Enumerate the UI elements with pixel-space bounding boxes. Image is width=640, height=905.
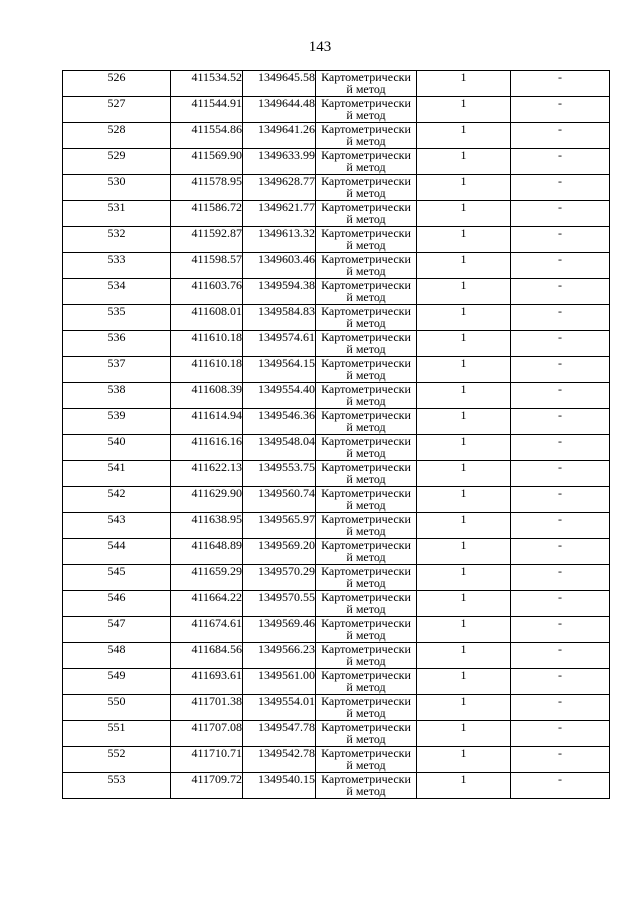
table-row xyxy=(63,71,610,97)
accuracy-cell: 1 xyxy=(417,539,511,565)
method-line-2: й метод xyxy=(346,758,386,772)
method-line-2: й метод xyxy=(346,134,386,148)
method-line-2: й метод xyxy=(346,550,386,564)
method-cell xyxy=(316,747,417,773)
accuracy-cell: 1 xyxy=(417,695,511,721)
method-line-2: й метод xyxy=(346,238,386,252)
method-cell xyxy=(316,227,417,253)
table-row xyxy=(63,591,610,617)
method-cell xyxy=(316,539,417,565)
point-number-cell: 527 xyxy=(63,97,171,123)
point-number-cell: 552 xyxy=(63,747,171,773)
table-row xyxy=(63,149,610,175)
x-coordinate-cell: 411629.90 xyxy=(171,487,243,513)
table-row xyxy=(63,669,610,695)
method-cell xyxy=(316,695,417,721)
x-coordinate-cell: 411544.91 xyxy=(171,97,243,123)
y-coordinate-cell: 1349633.99 xyxy=(243,149,316,175)
table-row xyxy=(63,461,610,487)
method-line-1: Картометрически xyxy=(321,252,411,266)
x-coordinate-cell: 411608.01 xyxy=(171,305,243,331)
note-cell: - xyxy=(511,669,610,695)
point-number-cell: 549 xyxy=(63,669,171,695)
method-line-1: Картометрически xyxy=(321,616,411,630)
point-number-cell: 550 xyxy=(63,695,171,721)
x-coordinate-cell: 411674.61 xyxy=(171,617,243,643)
y-coordinate-cell: 1349570.29 xyxy=(243,565,316,591)
method-cell xyxy=(316,721,417,747)
table-row xyxy=(63,487,610,513)
point-number-cell: 532 xyxy=(63,227,171,253)
method-cell xyxy=(316,617,417,643)
point-number-cell: 543 xyxy=(63,513,171,539)
page-number: 143 xyxy=(308,39,332,55)
accuracy-cell: 1 xyxy=(417,357,511,383)
y-coordinate-cell: 1349560.74 xyxy=(243,487,316,513)
accuracy-cell: 1 xyxy=(417,201,511,227)
method-line-1: Картометрически xyxy=(321,460,411,474)
table-row xyxy=(63,357,610,383)
accuracy-cell: 1 xyxy=(417,773,511,799)
note-cell: - xyxy=(511,305,610,331)
x-coordinate-cell: 411598.57 xyxy=(171,253,243,279)
table-row xyxy=(63,513,610,539)
method-line-2: й метод xyxy=(346,160,386,174)
y-coordinate-cell: 1349641.26 xyxy=(243,123,316,149)
point-number-cell: 547 xyxy=(63,617,171,643)
y-coordinate-cell: 1349548.04 xyxy=(243,435,316,461)
method-line-2: й метод xyxy=(346,706,386,720)
method-line-1: Картометрически xyxy=(321,122,411,136)
point-number-cell: 546 xyxy=(63,591,171,617)
x-coordinate-cell: 411638.95 xyxy=(171,513,243,539)
x-coordinate-cell: 411659.29 xyxy=(171,565,243,591)
method-line-1: Картометрически xyxy=(321,330,411,344)
y-coordinate-cell: 1349645.58 xyxy=(243,71,316,97)
x-coordinate-cell: 411693.61 xyxy=(171,669,243,695)
method-cell xyxy=(316,643,417,669)
y-coordinate-cell: 1349565.97 xyxy=(243,513,316,539)
method-cell xyxy=(316,383,417,409)
accuracy-cell: 1 xyxy=(417,669,511,695)
method-cell xyxy=(316,305,417,331)
note-cell: - xyxy=(511,487,610,513)
note-cell: - xyxy=(511,253,610,279)
x-coordinate-cell: 411578.95 xyxy=(171,175,243,201)
table-row xyxy=(63,643,610,669)
method-line-2: й метод xyxy=(346,472,386,486)
note-cell: - xyxy=(511,383,610,409)
method-cell xyxy=(316,591,417,617)
y-coordinate-cell: 1349554.40 xyxy=(243,383,316,409)
y-coordinate-cell: 1349566.23 xyxy=(243,643,316,669)
accuracy-cell: 1 xyxy=(417,253,511,279)
method-line-1: Картометрически xyxy=(321,512,411,526)
accuracy-cell: 1 xyxy=(417,279,511,305)
method-cell xyxy=(316,669,417,695)
point-number-cell: 526 xyxy=(63,71,171,97)
method-line-2: й метод xyxy=(346,784,386,798)
table-body xyxy=(63,71,610,799)
table-row xyxy=(63,747,610,773)
note-cell: - xyxy=(511,331,610,357)
method-line-2: й метод xyxy=(346,524,386,538)
y-coordinate-cell: 1349553.75 xyxy=(243,461,316,487)
accuracy-cell: 1 xyxy=(417,97,511,123)
method-line-1: Картометрически xyxy=(321,408,411,422)
method-line-1: Картометрически xyxy=(321,720,411,734)
x-coordinate-cell: 411586.72 xyxy=(171,201,243,227)
point-number-cell: 544 xyxy=(63,539,171,565)
accuracy-cell: 1 xyxy=(417,175,511,201)
note-cell: - xyxy=(511,175,610,201)
method-cell xyxy=(316,565,417,591)
note-cell: - xyxy=(511,357,610,383)
method-cell xyxy=(316,357,417,383)
table-row xyxy=(63,97,610,123)
method-line-2: й метод xyxy=(346,108,386,122)
note-cell: - xyxy=(511,539,610,565)
point-number-cell: 528 xyxy=(63,123,171,149)
method-line-2: й метод xyxy=(346,264,386,278)
accuracy-cell: 1 xyxy=(417,747,511,773)
method-cell xyxy=(316,487,417,513)
y-coordinate-cell: 1349628.77 xyxy=(243,175,316,201)
accuracy-cell: 1 xyxy=(417,721,511,747)
coordinates-table xyxy=(62,70,610,799)
table-row xyxy=(63,435,610,461)
note-cell: - xyxy=(511,643,610,669)
method-line-1: Картометрически xyxy=(321,564,411,578)
x-coordinate-cell: 411610.18 xyxy=(171,331,243,357)
x-coordinate-cell: 411554.86 xyxy=(171,123,243,149)
method-line-1: Картометрически xyxy=(321,356,411,370)
table-row xyxy=(63,721,610,747)
note-cell: - xyxy=(511,97,610,123)
method-line-1: Картометрически xyxy=(321,70,411,84)
note-cell: - xyxy=(511,591,610,617)
point-number-cell: 541 xyxy=(63,461,171,487)
method-line-1: Картометрически xyxy=(321,96,411,110)
table-row xyxy=(63,409,610,435)
x-coordinate-cell: 411603.76 xyxy=(171,279,243,305)
accuracy-cell: 1 xyxy=(417,149,511,175)
method-line-1: Картометрически xyxy=(321,434,411,448)
y-coordinate-cell: 1349570.55 xyxy=(243,591,316,617)
point-number-cell: 551 xyxy=(63,721,171,747)
point-number-cell: 531 xyxy=(63,201,171,227)
accuracy-cell: 1 xyxy=(417,383,511,409)
method-line-1: Картометрически xyxy=(321,668,411,682)
note-cell: - xyxy=(511,279,610,305)
y-coordinate-cell: 1349564.15 xyxy=(243,357,316,383)
note-cell: - xyxy=(511,617,610,643)
x-coordinate-cell: 411616.16 xyxy=(171,435,243,461)
method-cell xyxy=(316,331,417,357)
method-line-1: Картометрически xyxy=(321,746,411,760)
method-cell xyxy=(316,461,417,487)
accuracy-cell: 1 xyxy=(417,227,511,253)
method-cell xyxy=(316,201,417,227)
note-cell: - xyxy=(511,747,610,773)
y-coordinate-cell: 1349561.00 xyxy=(243,669,316,695)
note-cell: - xyxy=(511,721,610,747)
y-coordinate-cell: 1349554.01 xyxy=(243,695,316,721)
x-coordinate-cell: 411534.52 xyxy=(171,71,243,97)
y-coordinate-cell: 1349542.78 xyxy=(243,747,316,773)
point-number-cell: 535 xyxy=(63,305,171,331)
method-cell xyxy=(316,175,417,201)
method-line-1: Картометрически xyxy=(321,538,411,552)
table-row xyxy=(63,305,610,331)
accuracy-cell: 1 xyxy=(417,565,511,591)
y-coordinate-cell: 1349569.20 xyxy=(243,539,316,565)
method-line-1: Картометрически xyxy=(321,694,411,708)
point-number-cell: 536 xyxy=(63,331,171,357)
method-line-2: й метод xyxy=(346,576,386,590)
note-cell: - xyxy=(511,149,610,175)
method-line-2: й метод xyxy=(346,498,386,512)
method-line-1: Картометрически xyxy=(321,174,411,188)
table-row xyxy=(63,175,610,201)
x-coordinate-cell: 411709.72 xyxy=(171,773,243,799)
accuracy-cell: 1 xyxy=(417,71,511,97)
accuracy-cell: 1 xyxy=(417,591,511,617)
x-coordinate-cell: 411710.71 xyxy=(171,747,243,773)
y-coordinate-cell: 1349584.83 xyxy=(243,305,316,331)
point-number-cell: 529 xyxy=(63,149,171,175)
y-coordinate-cell: 1349569.46 xyxy=(243,617,316,643)
accuracy-cell: 1 xyxy=(417,409,511,435)
method-cell xyxy=(316,409,417,435)
note-cell: - xyxy=(511,435,610,461)
method-cell xyxy=(316,279,417,305)
method-line-2: й метод xyxy=(346,212,386,226)
y-coordinate-cell: 1349603.46 xyxy=(243,253,316,279)
table-row xyxy=(63,383,610,409)
x-coordinate-cell: 411664.22 xyxy=(171,591,243,617)
x-coordinate-cell: 411701.38 xyxy=(171,695,243,721)
x-coordinate-cell: 411684.56 xyxy=(171,643,243,669)
method-line-2: й метод xyxy=(346,654,386,668)
method-line-2: й метод xyxy=(346,316,386,330)
method-line-1: Картометрически xyxy=(321,226,411,240)
accuracy-cell: 1 xyxy=(417,331,511,357)
accuracy-cell: 1 xyxy=(417,123,511,149)
table-row xyxy=(63,279,610,305)
method-cell xyxy=(316,253,417,279)
point-number-cell: 538 xyxy=(63,383,171,409)
accuracy-cell: 1 xyxy=(417,435,511,461)
method-line-2: й метод xyxy=(346,342,386,356)
note-cell: - xyxy=(511,773,610,799)
accuracy-cell: 1 xyxy=(417,617,511,643)
note-cell: - xyxy=(511,461,610,487)
y-coordinate-cell: 1349574.61 xyxy=(243,331,316,357)
note-cell: - xyxy=(511,513,610,539)
table-row xyxy=(63,565,610,591)
accuracy-cell: 1 xyxy=(417,487,511,513)
point-number-cell: 548 xyxy=(63,643,171,669)
method-cell xyxy=(316,123,417,149)
note-cell: - xyxy=(511,695,610,721)
point-number-cell: 537 xyxy=(63,357,171,383)
point-number-cell: 540 xyxy=(63,435,171,461)
table-row xyxy=(63,773,610,799)
table-row xyxy=(63,617,610,643)
method-line-1: Картометрически xyxy=(321,278,411,292)
table-row xyxy=(63,695,610,721)
point-number-cell: 539 xyxy=(63,409,171,435)
method-cell xyxy=(316,435,417,461)
note-cell: - xyxy=(511,123,610,149)
y-coordinate-cell: 1349613.32 xyxy=(243,227,316,253)
method-line-2: й метод xyxy=(346,186,386,200)
method-line-2: й метод xyxy=(346,680,386,694)
method-line-2: й метод xyxy=(346,602,386,616)
y-coordinate-cell: 1349594.38 xyxy=(243,279,316,305)
method-line-1: Картометрически xyxy=(321,200,411,214)
x-coordinate-cell: 411610.18 xyxy=(171,357,243,383)
method-line-1: Картометрически xyxy=(321,304,411,318)
method-line-2: й метод xyxy=(346,368,386,382)
x-coordinate-cell: 411608.39 xyxy=(171,383,243,409)
point-number-cell: 545 xyxy=(63,565,171,591)
method-line-2: й метод xyxy=(346,628,386,642)
table-row xyxy=(63,123,610,149)
note-cell: - xyxy=(511,201,610,227)
method-line-1: Картометрически xyxy=(321,590,411,604)
point-number-cell: 530 xyxy=(63,175,171,201)
method-line-2: й метод xyxy=(346,394,386,408)
point-number-cell: 534 xyxy=(63,279,171,305)
x-coordinate-cell: 411614.94 xyxy=(171,409,243,435)
note-cell: - xyxy=(511,565,610,591)
method-cell xyxy=(316,71,417,97)
y-coordinate-cell: 1349547.78 xyxy=(243,721,316,747)
method-line-1: Картометрически xyxy=(321,486,411,500)
method-cell xyxy=(316,513,417,539)
point-number-cell: 533 xyxy=(63,253,171,279)
accuracy-cell: 1 xyxy=(417,513,511,539)
method-line-2: й метод xyxy=(346,290,386,304)
method-line-1: Картометрически xyxy=(321,772,411,786)
method-line-1: Картометрически xyxy=(321,642,411,656)
method-line-2: й метод xyxy=(346,732,386,746)
note-cell: - xyxy=(511,227,610,253)
x-coordinate-cell: 411592.87 xyxy=(171,227,243,253)
table-row xyxy=(63,253,610,279)
note-cell: - xyxy=(511,71,610,97)
method-cell xyxy=(316,97,417,123)
point-number-cell: 542 xyxy=(63,487,171,513)
method-cell xyxy=(316,149,417,175)
x-coordinate-cell: 411622.13 xyxy=(171,461,243,487)
table-row xyxy=(63,539,610,565)
point-number-cell: 553 xyxy=(63,773,171,799)
method-line-2: й метод xyxy=(346,446,386,460)
y-coordinate-cell: 1349546.36 xyxy=(243,409,316,435)
x-coordinate-cell: 411707.08 xyxy=(171,721,243,747)
table-row xyxy=(63,331,610,357)
method-line-1: Картометрически xyxy=(321,148,411,162)
table-row xyxy=(63,201,610,227)
accuracy-cell: 1 xyxy=(417,461,511,487)
accuracy-cell: 1 xyxy=(417,643,511,669)
note-cell: - xyxy=(511,409,610,435)
method-line-1: Картометрически xyxy=(321,382,411,396)
method-line-2: й метод xyxy=(346,420,386,434)
accuracy-cell: 1 xyxy=(417,305,511,331)
method-line-2: й метод xyxy=(346,82,386,96)
x-coordinate-cell: 411648.89 xyxy=(171,539,243,565)
x-coordinate-cell: 411569.90 xyxy=(171,149,243,175)
y-coordinate-cell: 1349644.48 xyxy=(243,97,316,123)
y-coordinate-cell: 1349621.77 xyxy=(243,201,316,227)
method-cell xyxy=(316,773,417,799)
table-row xyxy=(63,227,610,253)
y-coordinate-cell: 1349540.15 xyxy=(243,773,316,799)
